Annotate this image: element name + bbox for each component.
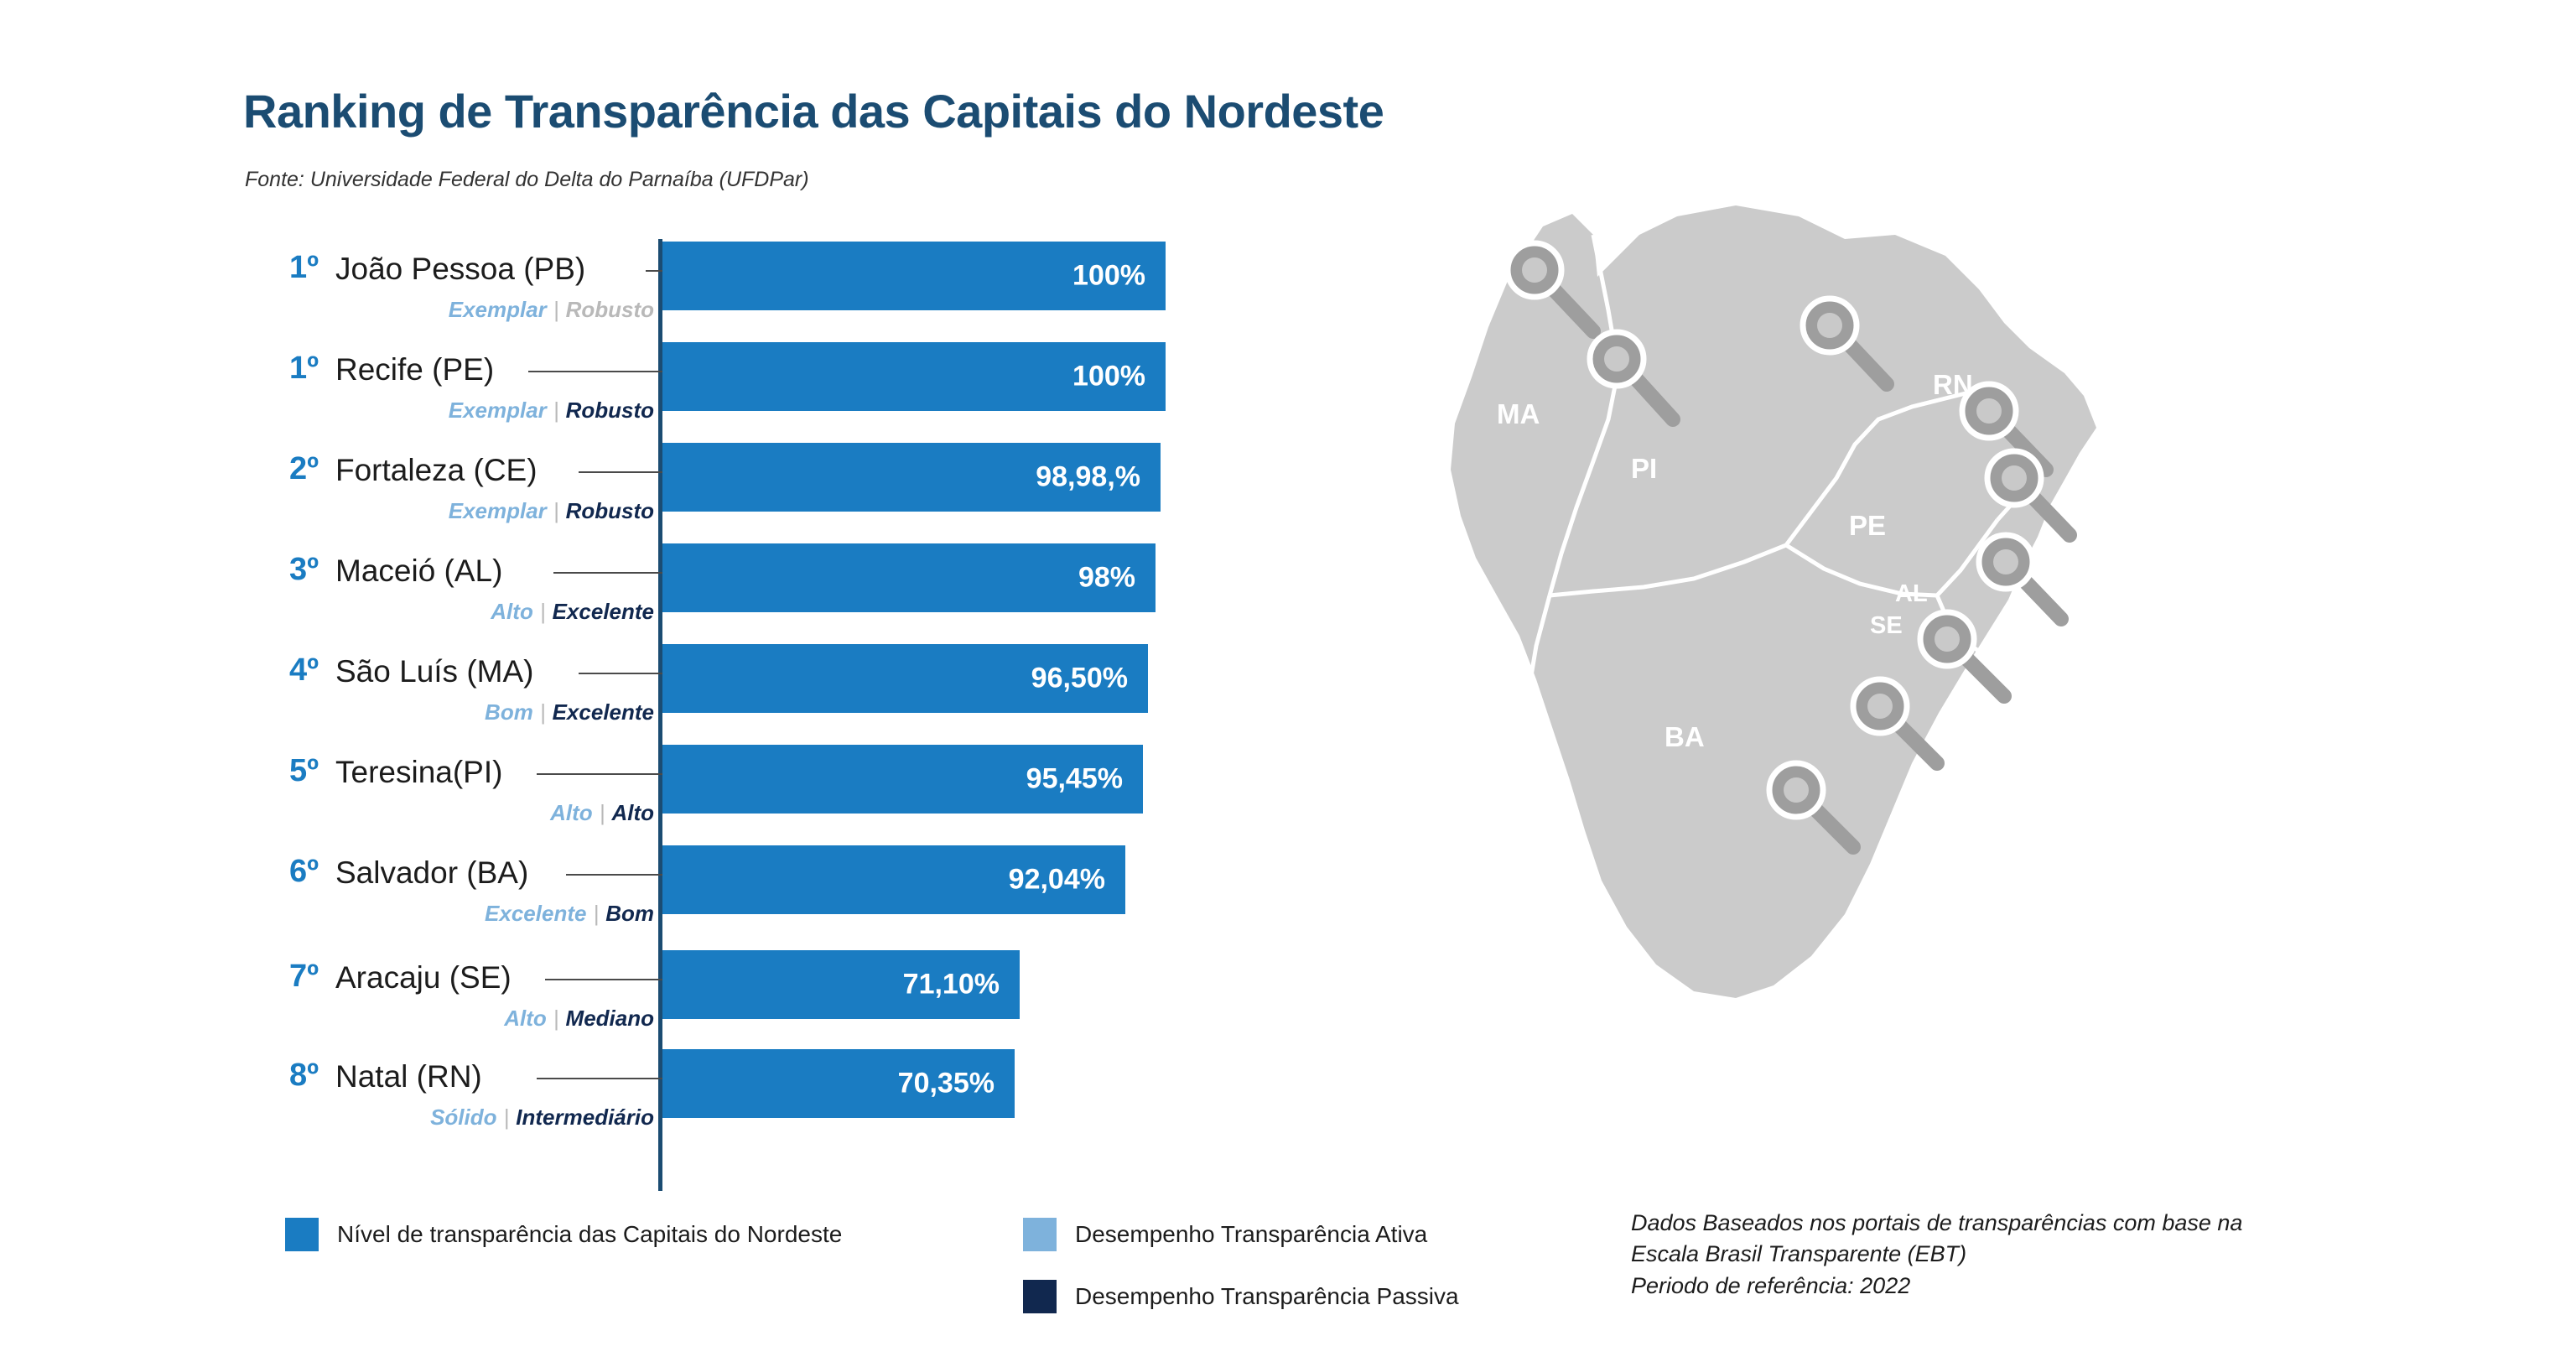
state-label-pi: PI	[1631, 453, 1658, 484]
legend-swatch-passive	[1023, 1280, 1057, 1313]
rating-row	[0, 398, 654, 424]
chart-legend	[285, 1208, 1627, 1325]
chart-row	[0, 428, 1308, 528]
state-label-al: AL	[1895, 580, 1928, 607]
chart-row	[0, 730, 1308, 830]
state-label-rn: RN	[1933, 369, 1973, 400]
rating-row	[0, 699, 654, 725]
passive-rating: Robusto	[565, 297, 654, 322]
bar	[662, 443, 1161, 512]
rating-row	[0, 498, 654, 524]
bar-value-label: 96,50%	[1031, 662, 1128, 694]
bar	[662, 543, 1156, 612]
passive-rating: Alto	[611, 800, 654, 825]
bar-value-label: 100%	[1072, 360, 1145, 392]
passive-rating: Mediano	[565, 1006, 654, 1031]
rank-label: 1º	[288, 351, 319, 386]
chart-row	[0, 327, 1308, 428]
passive-rating: Robusto	[565, 498, 654, 523]
active-rating: Exemplar	[448, 297, 547, 322]
passive-rating: Bom	[605, 901, 654, 926]
page-title: Ranking de Transparência das Capitais do Nordeste	[243, 85, 1384, 138]
category-label: Natal (RN)	[335, 1059, 482, 1094]
footnote-line-3: Periodo de referência: 2022	[1631, 1272, 1911, 1298]
rating-row	[0, 1105, 654, 1131]
source-caption: Fonte: Universidade Federal do Delta do Parnaíba (UFDPar)	[245, 168, 809, 191]
category-label: Salvador (BA)	[335, 855, 529, 890]
rank-label: 1º	[288, 250, 319, 285]
active-rating: Alto	[550, 800, 593, 825]
rating-row	[0, 297, 654, 323]
bar-value-label: 70,35%	[897, 1067, 995, 1099]
footnote-line-1: Dados Baseados nos portais de transparências com base na	[1631, 1210, 2243, 1235]
bar-value-label: 100%	[1072, 259, 1145, 292]
leader-line	[528, 371, 662, 372]
rank-label: 4º	[288, 652, 319, 688]
rating-separator: |	[503, 1105, 510, 1130]
leader-line	[537, 773, 662, 775]
bar	[662, 1049, 1015, 1118]
category-label: João Pessoa (PB)	[335, 252, 586, 286]
rating-row	[0, 599, 654, 625]
rank-label: 8º	[288, 1058, 319, 1093]
active-rating: Sólido	[430, 1105, 497, 1130]
rating-separator: |	[593, 901, 600, 926]
rating-row	[0, 901, 654, 927]
bar	[662, 342, 1166, 411]
active-rating: Exemplar	[448, 398, 547, 423]
rating-separator: |	[553, 1006, 559, 1031]
bar-value-label: 71,10%	[902, 968, 1000, 1001]
category-label: Teresina(PI)	[335, 755, 503, 789]
rating-separator: |	[553, 297, 559, 322]
rating-separator: |	[539, 599, 546, 624]
bar	[662, 845, 1125, 914]
passive-rating: Excelente	[552, 699, 654, 725]
footnote-line-2: Escala Brasil Transparente (EBT)	[1631, 1241, 1967, 1267]
active-rating: Bom	[485, 699, 533, 725]
bar	[662, 745, 1143, 814]
state-label-ba: BA	[1665, 721, 1705, 752]
rating-separator: |	[539, 699, 546, 725]
rank-label: 3º	[288, 552, 319, 587]
bar	[662, 242, 1166, 310]
active-rating: Excelente	[485, 901, 587, 926]
leader-line	[646, 270, 662, 272]
leader-line	[537, 1078, 662, 1079]
category-label: São Luís (MA)	[335, 654, 534, 689]
category-label: Recife (PE)	[335, 352, 495, 387]
chart-row	[0, 528, 1308, 629]
leader-line	[579, 673, 662, 674]
leader-line	[545, 979, 662, 980]
legend-swatch-active	[1023, 1218, 1057, 1251]
rank-label: 6º	[288, 854, 319, 889]
passive-rating: Robusto	[565, 398, 654, 423]
category-label: Fortaleza (CE)	[335, 453, 538, 487]
rank-label: 7º	[288, 959, 319, 994]
state-label-se: SE	[1870, 612, 1903, 639]
rating-row	[0, 800, 654, 826]
bar-value-label: 98,98,%	[1036, 460, 1140, 493]
bar-value-label: 92,04%	[1008, 863, 1105, 896]
legend-swatch-transparency	[285, 1218, 319, 1251]
bar	[662, 644, 1148, 713]
chart-row	[0, 1034, 1308, 1135]
footnote	[1631, 1208, 2470, 1302]
state-label-pe: PE	[1849, 510, 1887, 541]
northeast-region-map	[1342, 176, 2264, 1183]
chart-row	[0, 935, 1308, 1036]
bar	[662, 950, 1020, 1019]
chart-row	[0, 226, 1308, 327]
legend-label-transparency: Nível de transparência das Capitais do Nordeste	[337, 1221, 843, 1247]
leader-line	[566, 874, 662, 876]
legend-label-active: Desempenho Transparência Ativa	[1075, 1221, 1428, 1247]
bar-value-label: 98%	[1078, 561, 1135, 594]
leader-line	[579, 471, 662, 473]
active-rating: Alto	[491, 599, 533, 624]
rating-separator: |	[599, 800, 605, 825]
passive-rating: Intermediário	[516, 1105, 654, 1130]
chart-row	[0, 830, 1308, 931]
rank-label: 5º	[288, 753, 319, 788]
chart-row	[0, 629, 1308, 730]
legend-label-passive: Desempenho Transparência Passiva	[1075, 1283, 1459, 1309]
rating-separator: |	[553, 398, 559, 423]
passive-rating: Excelente	[552, 599, 654, 624]
category-label: Aracaju (SE)	[335, 960, 512, 995]
bar-value-label: 95,45%	[1026, 762, 1123, 795]
map-svg	[1342, 176, 2264, 1183]
ranking-bar-chart	[0, 226, 1308, 1199]
active-rating: Exemplar	[448, 498, 547, 523]
rating-separator: |	[553, 498, 559, 523]
leader-line	[553, 572, 662, 574]
rating-row	[0, 1006, 654, 1032]
category-label: Maceió (AL)	[335, 554, 503, 588]
state-label-ma: MA	[1497, 398, 1540, 429]
active-rating: Alto	[504, 1006, 547, 1031]
rank-label: 2º	[288, 451, 319, 486]
